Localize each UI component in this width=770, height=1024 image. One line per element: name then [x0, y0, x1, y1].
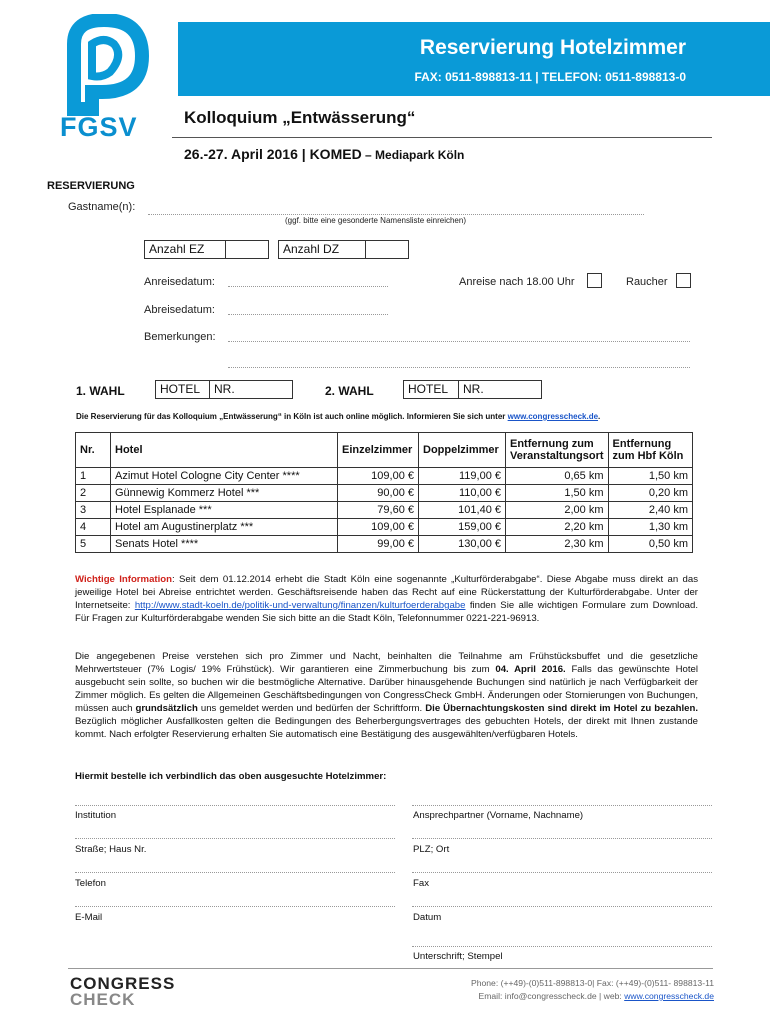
- zip-field[interactable]: [412, 838, 712, 839]
- contact-label: Ansprechpartner (Vorname, Nachname): [413, 810, 584, 821]
- event-venue: – Mediapark Köln: [361, 148, 465, 162]
- cell-single: 99,00 €: [338, 536, 419, 553]
- cell-nr: 4: [76, 519, 111, 536]
- price-bold-3: Die Übernachtungskosten sind direkt im Hotel zu bezahlen.: [425, 703, 698, 714]
- late-arrival-checkbox[interactable]: [587, 273, 602, 288]
- anzahl-ez-label: Anzahl EZ: [144, 240, 226, 259]
- hotel-table: [75, 432, 693, 553]
- online-note: [76, 412, 600, 421]
- cell-distance-hbf: 1,50 km: [608, 468, 692, 485]
- footer-email: Email: info@congresscheck.de | web:: [478, 991, 625, 1001]
- cell-hotel: Senats Hotel ****: [111, 536, 338, 553]
- event-date-main: 26.-27. April 2016 | KOMED: [184, 146, 362, 162]
- price-bold-2: grundsätzlich: [135, 703, 198, 714]
- cell-double: 110,00 €: [419, 485, 506, 502]
- departure-date-field[interactable]: [228, 314, 388, 315]
- congresscheck-logo-bottom: CHECK: [70, 990, 136, 1009]
- email-field[interactable]: [75, 906, 395, 907]
- date-field[interactable]: [412, 906, 712, 907]
- cell-hotel: Günnewig Kommerz Hotel ***: [111, 485, 338, 502]
- street-label: Straße; Haus Nr.: [75, 844, 147, 855]
- guest-note: (ggf. bitte eine gesonderte Namensliste einreichen): [285, 216, 466, 225]
- congresscheck-logo: [70, 974, 200, 1010]
- second-choice-hotel[interactable]: HOTEL: [403, 380, 459, 399]
- date-label: Datum: [413, 912, 442, 923]
- footer-web: [400, 991, 714, 1001]
- street-field[interactable]: [75, 838, 395, 839]
- reservation-heading: RESERVIERUNG: [47, 180, 135, 192]
- anzahl-dz-label: Anzahl DZ: [278, 240, 366, 259]
- important-info-text2: finden Sie alle wichtigen Formulare zum Download. Für Fragen zur Kulturförderabgabe wenden Sie sich bitte an die Stadt Köln, Telefonnummer 0221-221-96913.: [75, 600, 698, 624]
- remarks-field[interactable]: [228, 341, 690, 342]
- email-label: E-Mail: [75, 912, 103, 923]
- price-text-1: Die angegebenen Preise verstehen sich pro Zimmer und Nacht, beinhalten die Teilnahme am Frühstücksbuffet und die gesetzliche Mehrwertsteuer (7% Logis/ 19% Frühstück). Wir garantieren eine Zimmerbuchung bis zum: [75, 651, 698, 675]
- signature-label: Unterschrift; Stempel: [413, 951, 503, 962]
- cell-distance-hbf: 0,20 km: [608, 485, 692, 502]
- event-date: [184, 146, 464, 162]
- cell-double: 130,00 €: [419, 536, 506, 553]
- fax-label: Fax: [413, 878, 429, 889]
- cell-hotel: Azimut Hotel Cologne City Center ****: [111, 468, 338, 485]
- departure-label: Abreisedatum:: [144, 304, 215, 316]
- zip-label: PLZ; Ort: [413, 844, 450, 855]
- cell-double: 159,00 €: [419, 519, 506, 536]
- cell-double: 119,00 €: [419, 468, 506, 485]
- price-text-4: Bezüglich möglicher Ausfallkosten gelten die Bedingungen des Beherbergungsvertrages des gebuchten Hotels, der direkt mit Ihnen zustande kommt. Nach erfolgter Reservierung erhalten Sie automatisch eine Bestätigung des ausgewählten/verfügbaren Hotels.: [75, 716, 698, 740]
- anzahl-dz-input[interactable]: [365, 240, 409, 259]
- table-header-row: [76, 433, 693, 468]
- cell-distance-hbf: 2,40 km: [608, 502, 692, 519]
- congresscheck-logo-top: CONGRESS: [70, 974, 176, 993]
- table-row: [76, 519, 693, 536]
- guest-label: Gastname(n):: [68, 201, 136, 213]
- important-info-label: Wichtige Information: [75, 574, 172, 585]
- first-choice-nr[interactable]: NR.: [209, 380, 293, 399]
- footer-contact: Phone: (++49)-(0)511-898813-0| Fax: (++49)-(0)511- 898813-11: [470, 978, 714, 988]
- institution-label: Institution: [75, 810, 117, 821]
- first-choice-label: 1. WAHL: [76, 384, 125, 398]
- smoker-checkbox[interactable]: [676, 273, 691, 288]
- late-arrival-label: Anreise nach 18.00 Uhr: [459, 276, 575, 288]
- phone-field[interactable]: [75, 872, 395, 873]
- first-choice-hotel[interactable]: HOTEL: [155, 380, 210, 399]
- page-title: Reservierung Hotelzimmer: [419, 36, 686, 59]
- col-distance-venue: Entfernung zum Veranstaltungsort: [506, 433, 609, 468]
- event-name: Kolloquium „Entwässerung“: [184, 108, 416, 127]
- divider: [172, 137, 712, 138]
- footer-web-link[interactable]: www.congresscheck.de: [624, 991, 714, 1001]
- cell-hotel: Hotel am Augustinerplatz ***: [111, 519, 338, 536]
- cell-nr: 1: [76, 468, 111, 485]
- cell-nr: 5: [76, 536, 111, 553]
- online-note-end: .: [598, 412, 601, 421]
- anzahl-ez-input[interactable]: [225, 240, 269, 259]
- contact-field[interactable]: [412, 805, 712, 806]
- smoker-label: Raucher: [626, 276, 668, 288]
- cell-distance-venue: 2,30 km: [506, 536, 609, 553]
- congresscheck-link[interactable]: www.congresscheck.de: [507, 412, 599, 421]
- cell-single: 109,00 €: [338, 468, 419, 485]
- cell-nr: 3: [76, 502, 111, 519]
- binding-order-text: Hiermit bestelle ich verbindlich das oben ausgesuchte Hotelzimmer:: [75, 771, 387, 782]
- table-row: [76, 502, 693, 519]
- col-distance-hbf: Entfernung zum Hbf Köln: [608, 433, 692, 468]
- header-banner: [178, 22, 770, 96]
- important-info-text: : Seit dem 01.12.2014 erhebt die Stadt Köln eine sogenannte „Kulturförderabgabe“. Diese Abgabe muss direkt an das jeweilige Hotel bei Abreise entrichtet werden. Geschäftsreisende haben das Recht auf eine Rückerstattung der Kulturförderabgabe. Unter der Internetseite:: [75, 574, 698, 611]
- price-text-3: uns gemeldet werden und bedürfen der Schriftform.: [197, 703, 426, 714]
- cell-double: 101,40 €: [419, 502, 506, 519]
- arrival-label: Anreisedatum:: [144, 276, 215, 288]
- second-choice-nr[interactable]: NR.: [458, 380, 542, 399]
- price-deadline: 04. April 2016.: [495, 664, 566, 675]
- col-single: Einzelzimmer: [338, 433, 419, 468]
- cell-distance-hbf: 1,30 km: [608, 519, 692, 536]
- price-conditions: [75, 650, 698, 741]
- table-row: [76, 536, 693, 553]
- kulturfoerderabgabe-link[interactable]: http://www.stadt-koeln.de/politik-und-verwaltung/finanzen/kulturfoerderabgabe: [134, 600, 466, 611]
- remarks-label: Bemerkungen:: [144, 331, 216, 343]
- table-row: [76, 468, 693, 485]
- cell-hotel: Hotel Esplanade ***: [111, 502, 338, 519]
- col-nr: Nr.: [76, 433, 111, 468]
- contact-line: FAX: 0511-898813-11 | TELEFON: 0511-898813-0: [414, 70, 686, 84]
- fax-field[interactable]: [412, 872, 712, 873]
- cell-single: 79,60 €: [338, 502, 419, 519]
- institution-field[interactable]: [75, 805, 395, 806]
- cell-distance-venue: 2,00 km: [506, 502, 609, 519]
- cell-distance-hbf: 0,50 km: [608, 536, 692, 553]
- cell-nr: 2: [76, 485, 111, 502]
- cell-single: 90,00 €: [338, 485, 419, 502]
- logo-text: FGSV: [60, 112, 138, 142]
- arrival-date-field[interactable]: [228, 286, 388, 287]
- cell-distance-venue: 1,50 km: [506, 485, 609, 502]
- col-double: Doppelzimmer: [419, 433, 506, 468]
- cell-distance-venue: 0,65 km: [506, 468, 609, 485]
- footer-divider: [68, 968, 713, 969]
- remarks-field-line2[interactable]: [228, 367, 690, 368]
- price-text-2: Falls das gewünschte Hotel ausgebucht sein sollte, so buchen wir die bestmögliche Alternative. Darüber hinausgehende Buchungen sind natürlich je nach Verfügbarkeit der Zimmer möglich. Es gelten die Allgemeinen Geschäftsbedingungen von CongressCheck GmbH. Änderungen oder Stornierungen von Buchungen, müssen auch: [75, 664, 698, 714]
- cell-distance-venue: 2,20 km: [506, 519, 609, 536]
- online-note-text: Die Reservierung für das Kolloquium „Entwässerung“ in Köln ist auch online möglich. Informieren Sie sich unter: [76, 412, 508, 421]
- cell-single: 109,00 €: [338, 519, 419, 536]
- important-info: [75, 573, 698, 625]
- second-choice-label: 2. WAHL: [325, 384, 374, 398]
- guest-name-field[interactable]: [148, 214, 644, 215]
- phone-label: Telefon: [75, 878, 106, 889]
- col-hotel: Hotel: [111, 433, 338, 468]
- table-row: [76, 485, 693, 502]
- signature-field[interactable]: [412, 946, 712, 947]
